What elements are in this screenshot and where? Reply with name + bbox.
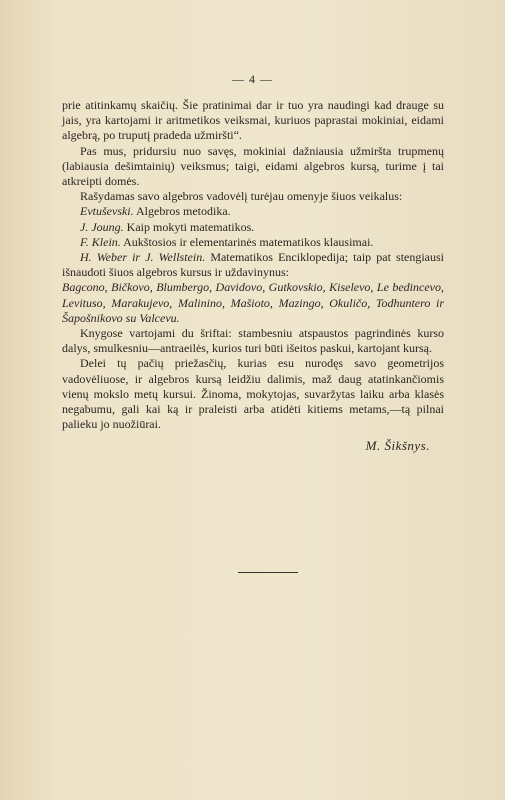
paragraph-3: Rašydamas savo algebros vadovėlį turėjau omenyje šiuos veikalus: <box>80 189 403 204</box>
paragraph-1: prie atitinkamų skaičių. Šie pratinimai dar ir tuo yra naudingi kad drauge su jais, yra kartojami ir aritmetikos veiksmai, kuriuos paprastai mokiniai, eidami algebrą, po truputį pradeda užmiršti“. <box>62 98 444 143</box>
reference-author: J. Joung. <box>80 219 124 234</box>
reference-title: Kaip mokyti matematikos. <box>126 219 255 234</box>
reference-title: Aukštosios ir elementarinės matematikos klausimai. <box>123 234 374 249</box>
paragraph-parts: Delei tų pačių priežasčių, kurias esu nurodęs savo geometrijos vadovėliuose, ir algebros kursą leidžiu dalimis, maž daug atatinkančiomis vienų mokslo metų kursui. Žinoma, mokytojas, suvaržytas laiku arba klasės negabumu, gali kai ką ir praleisti arba atidėti kitiems metams,—tą pilnai palieku jo nuožiūrai. <box>62 356 444 432</box>
footer-divider <box>238 572 298 573</box>
reference-author: F. Klein. <box>80 234 121 249</box>
paragraph-fonts: Knygose vartojami du šriftai: stambesniu atspaustos pagrindinės kurso dalys, smulkesniu—antraeilės, kurios turi būti išeitos paskui, kartojant kursą. <box>62 326 444 356</box>
reference-title: Matematikos Enciklopedija; taip pat stengiausi išnaudoti šiuos algebros kursus ir uždavinynus: <box>62 250 445 280</box>
reference-author: H. Weber ir J. Wellstein. <box>80 250 206 265</box>
signature: M. Šikšnys. <box>365 438 430 454</box>
reference-2 <box>62 220 444 235</box>
reference-author: Evtuševski. <box>80 204 134 219</box>
authors-list <box>62 280 444 326</box>
reference-3 <box>62 235 444 250</box>
page-body <box>62 98 444 454</box>
reference-4 <box>62 250 444 280</box>
authors-list-text: Bagcono, Bičkovo, Blumbergo, Davidovo, Gutkovskio, Kiselevo, Le bedincevo, Levituso, Marakujevo, Malinino, Mašioto, Mazingo, Okuličo, Todhuntero ir Šapošnikovo su Valcevu. <box>62 280 444 325</box>
reference-title: Algebros metodika. <box>136 204 231 219</box>
paragraph-2: Pas mus, pridursiu nuo savęs, mokiniai dažniausia užmiršta trupmenų (labiausia dešimtainių) veiksmus; taigi, eidami algebros kursą, turime į tai atkreipti domės. <box>62 143 444 189</box>
reference-1 <box>62 204 444 219</box>
page-number: — 4 — <box>232 72 273 86</box>
